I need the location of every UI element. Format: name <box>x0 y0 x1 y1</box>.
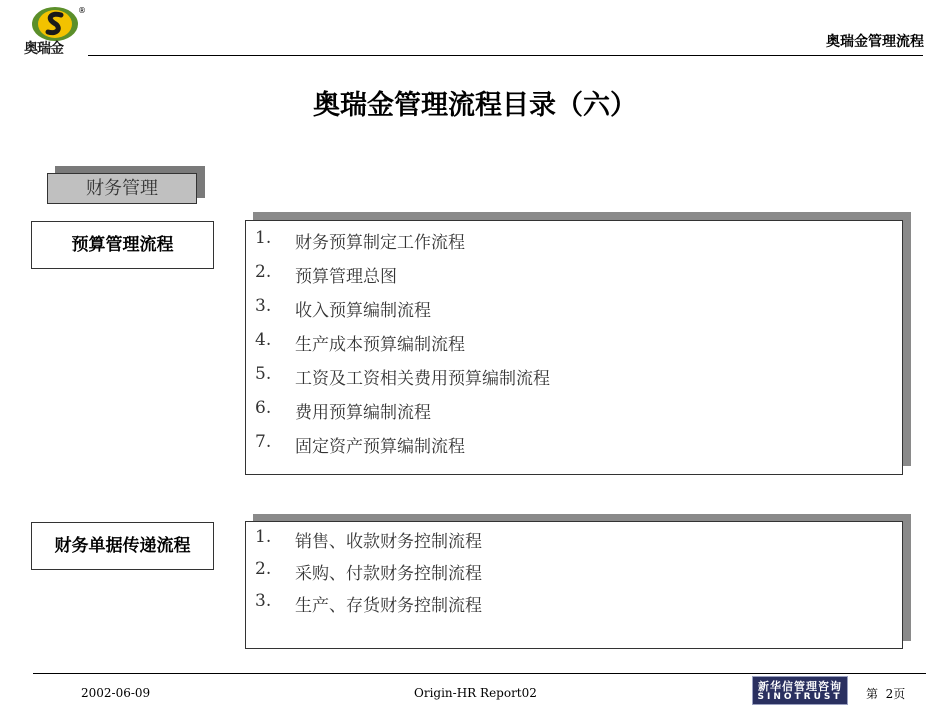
header-divider <box>88 55 923 56</box>
list-item[interactable] <box>246 228 902 262</box>
page-number: 第 2页 <box>866 687 906 701</box>
list-item[interactable] <box>246 296 902 330</box>
item-number: 1. <box>255 228 272 248</box>
item-number: 5. <box>255 364 272 384</box>
list-item[interactable] <box>246 527 902 559</box>
group-label-budget: 预算管理流程 <box>31 221 214 269</box>
item-text: 固定资产预算编制流程 <box>295 437 465 457</box>
logo-text: 奥瑞金 <box>24 41 63 57</box>
list-item[interactable] <box>246 364 902 398</box>
item-text: 收入预算编制流程 <box>295 301 431 321</box>
item-text: 生产、存货财务控制流程 <box>295 596 482 616</box>
group-label-document-transfer: 财务单据传递流程 <box>31 522 214 570</box>
item-text: 财务预算制定工作流程 <box>295 233 465 253</box>
list-item[interactable] <box>246 591 902 623</box>
footer-divider <box>33 673 926 674</box>
item-number: 6. <box>255 398 272 418</box>
item-text: 工资及工资相关费用预算编制流程 <box>295 369 550 389</box>
company-logo <box>20 6 90 58</box>
list-item[interactable] <box>246 330 902 364</box>
item-number: 4. <box>255 330 272 350</box>
list-item[interactable] <box>246 432 902 466</box>
item-text: 费用预算编制流程 <box>295 403 431 423</box>
registered-mark: ® <box>78 6 86 15</box>
document-transfer-list <box>245 521 903 649</box>
list-item[interactable] <box>246 262 902 296</box>
header-title: 奥瑞金管理流程 <box>826 34 924 50</box>
item-text: 预算管理总图 <box>295 267 397 287</box>
footer-report-name: Origin-HR Report02 <box>414 686 537 700</box>
item-number: 2. <box>255 262 272 282</box>
item-text: 销售、收款财务控制流程 <box>295 532 482 552</box>
item-number: 2. <box>255 559 272 579</box>
list-item[interactable] <box>246 559 902 591</box>
sinotrust-logo <box>752 676 848 705</box>
page-title: 奥瑞金管理流程目录（六） <box>313 90 637 121</box>
section-tag <box>47 166 205 206</box>
item-text: 生产成本预算编制流程 <box>295 335 465 355</box>
section-tag-label: 财务管理 <box>47 173 197 204</box>
logo-emblem-icon <box>30 6 80 42</box>
brand-cn-text: 新华信管理咨询 <box>758 680 842 693</box>
budget-process-list <box>245 220 903 475</box>
item-number: 7. <box>255 432 272 452</box>
item-text: 采购、付款财务控制流程 <box>295 564 482 584</box>
brand-en-text: SINOTRUST <box>757 692 843 702</box>
list-item[interactable] <box>246 398 902 432</box>
item-number: 3. <box>255 591 272 611</box>
item-number: 1. <box>255 527 272 547</box>
footer-date: 2002-06-09 <box>81 686 151 700</box>
item-number: 3. <box>255 296 272 316</box>
